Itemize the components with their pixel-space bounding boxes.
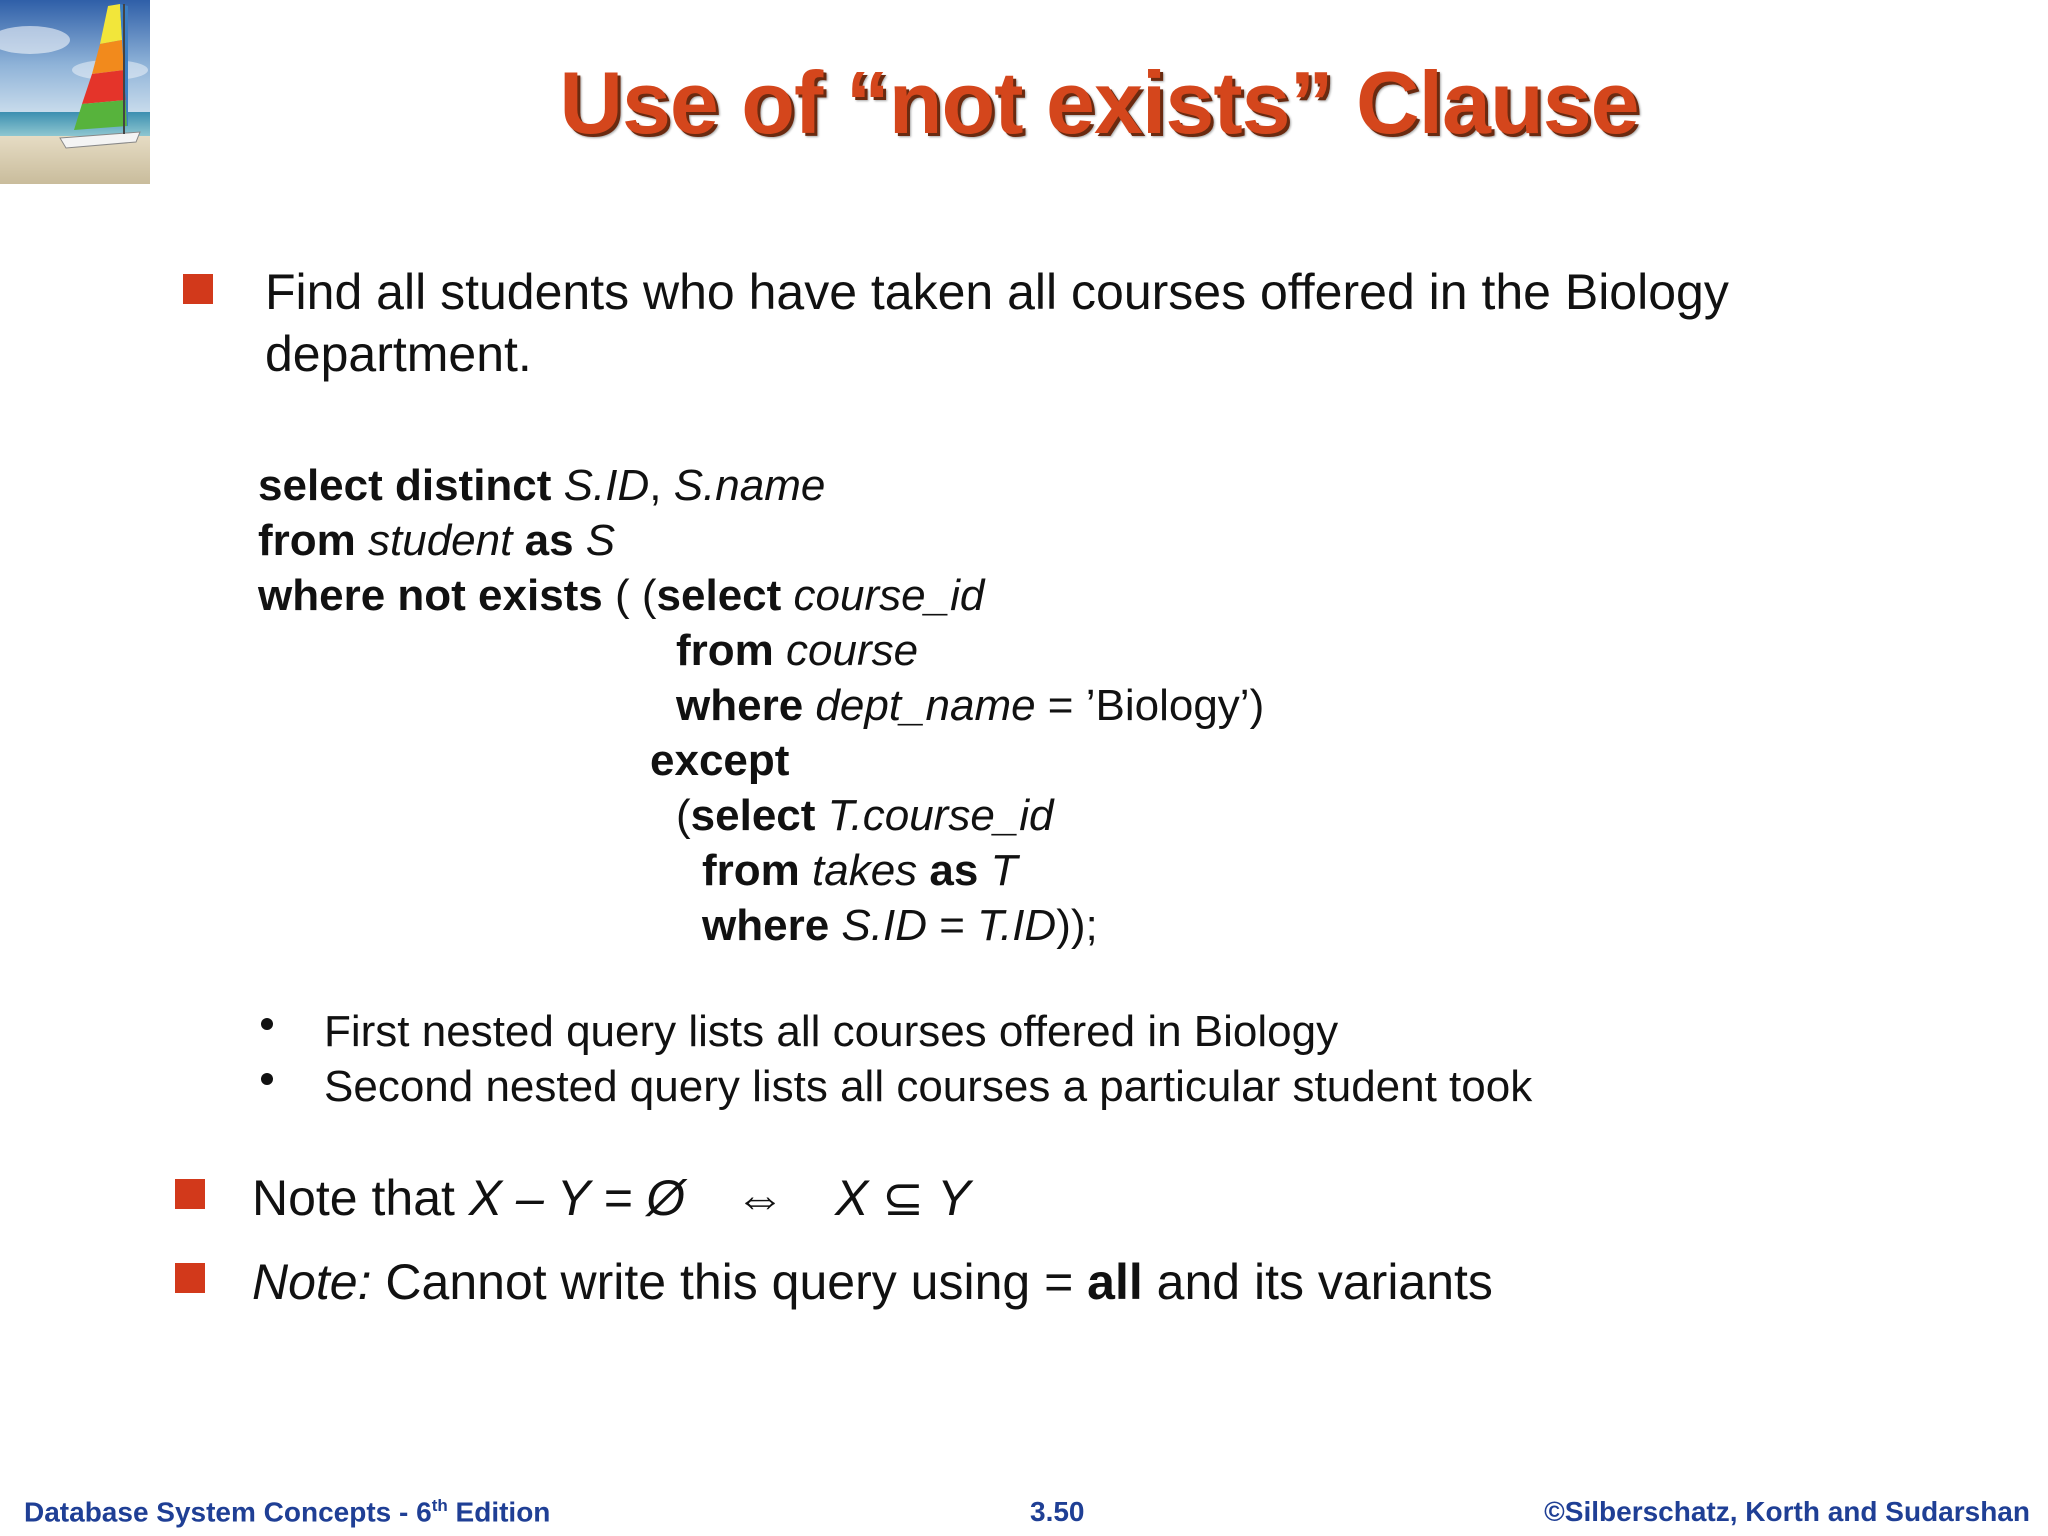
note-prefix: Note that — [252, 1170, 469, 1226]
punctuation: ( — [676, 791, 691, 840]
footer-book-title: Database System Concepts - 6 — [24, 1496, 432, 1527]
query-line-5 — [676, 678, 1264, 733]
separator: , — [649, 461, 674, 510]
square-bullet-icon — [175, 1263, 205, 1293]
note-label: Note: — [252, 1254, 372, 1310]
footer-left — [24, 1496, 550, 1528]
query-line-9 — [702, 898, 1098, 953]
keyword: where — [702, 901, 830, 950]
keyword: from — [702, 846, 800, 895]
identifier: S — [585, 516, 616, 565]
identifier: S.ID — [841, 901, 927, 950]
note-text: and its variants — [1142, 1254, 1493, 1310]
footer-edition: Edition — [447, 1496, 551, 1527]
identifier: T.course_id — [827, 791, 1054, 840]
identifier: T.ID — [977, 901, 1057, 950]
query-line-7 — [676, 788, 1054, 843]
identifier: course — [786, 626, 919, 675]
identifier: S.ID — [563, 461, 650, 510]
keyword: from — [676, 626, 774, 675]
iff-symbol: ⇔ — [735, 1170, 786, 1226]
keyword: where — [676, 681, 804, 730]
footer-superscript: th — [431, 1495, 448, 1515]
note-text: Cannot write this query using = — [371, 1254, 1088, 1310]
query-line-6 — [650, 733, 789, 788]
query-line-1 — [258, 458, 825, 513]
dot-bullet-icon — [261, 1018, 273, 1030]
formula-left: X – Y = Ø — [468, 1170, 686, 1226]
note-line — [252, 1251, 1493, 1313]
condition-value: = ’Biology’) — [1035, 681, 1265, 730]
dot-bullet-icon — [261, 1073, 273, 1085]
keyword: as — [524, 516, 574, 565]
note-bold-keyword: all — [1087, 1254, 1143, 1310]
keyword: select distinct — [258, 461, 552, 510]
keyword: where not exists — [258, 571, 603, 620]
query-line-8 — [702, 843, 1018, 898]
sub-bullet-text: Second nested query lists all courses a particular student took — [324, 1062, 1533, 1111]
footer-copyright: ©Silberschatz, Korth and Sudarshan — [1544, 1496, 2030, 1527]
query-line-4 — [676, 623, 918, 678]
slide-title: Use of “not exists” Clause — [559, 53, 1639, 152]
keyword: select — [690, 791, 816, 840]
keyword: except — [650, 736, 790, 785]
bullet-text-line-1: Find all students who have taken all courses offered in the Biology — [265, 264, 1729, 320]
punctuation: )); — [1056, 901, 1098, 950]
formula-right: X ⊆ Y — [834, 1170, 971, 1226]
square-bullet-icon — [175, 1179, 205, 1209]
bullet-text-line-2: department. — [265, 326, 532, 382]
query-line-2 — [258, 513, 615, 568]
identifier: takes — [812, 846, 918, 895]
note-formula-line — [252, 1167, 970, 1229]
keyword: from — [258, 516, 356, 565]
identifier: student — [368, 516, 513, 565]
identifier: T — [990, 846, 1018, 895]
sub-bullet-text: First nested query lists all courses offered in Biology — [324, 1007, 1339, 1056]
punctuation: ( ( — [602, 571, 657, 620]
identifier: dept_name — [815, 681, 1036, 730]
query-line-3 — [258, 568, 984, 623]
keyword: as — [929, 846, 979, 895]
footer-page-number: 3.50 — [1030, 1496, 1085, 1527]
identifier: S.name — [673, 461, 826, 510]
square-bullet-icon — [183, 274, 213, 304]
keyword: select — [656, 571, 782, 620]
operator: = — [926, 901, 978, 950]
identifier: course_id — [793, 571, 985, 620]
